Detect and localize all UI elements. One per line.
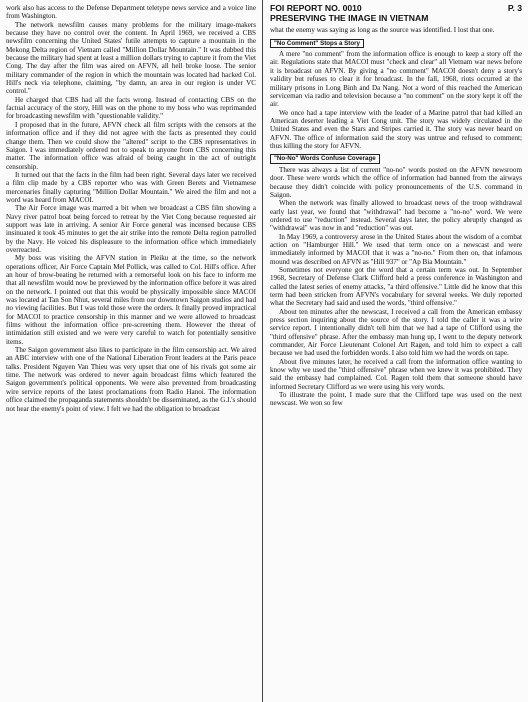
body-paragraph: We once had a tape interview with the leader of a Marine patrol that had killed an American deserter leading a Viet Cong unit. The story was widely circulated in the United States and even the Stars and Stripes carried it. The story was never heard on AFVN. The office of information said the story was untrue and refused to comment; thus killing the story for AFVN. (270, 108, 522, 150)
body-paragraph: He charged that CBS had all the facts wrong. Instead of contacting CBS on the factual accuracy of the story, Hill was on the phone to my boss who was reprimanded for broadcasting newsfilm with "questionable validity." (6, 95, 256, 121)
report-number: FOI REPORT NO. 0010 (270, 3, 362, 13)
body-paragraph: I proposed that in the future, AFVN check all film scripts with the censors at the information office and if they did not agree with the facts as presented they could change them. Then we could show the "altered" script to the CBS representatives in Saigon. I was immediately ordered not to speak to anyone from CBS concerning this matter. The information office was afraid of being caught in the act of outright censorship. (6, 120, 256, 171)
column-divider (262, 0, 263, 702)
body-paragraph: The Saigon government also likes to participate in the film censorship act. We aired an ABC interview with one of the National Liberation Front leaders at the Paris peace talks. President Nguyen Van Thieu was very upset that one of his rivals got some air time. The network was ordered to never again broadcast films which featured the Saigon government's political opponents. We were also prevented from broadcasting wire service reports of the latest proclamations from Radio Hanoi. The information office claimed the propaganda statements shouldn't be disseminated, as the G.I.'s should not hear the enemy's point of view. I felt we had the obligation to broadcast (6, 346, 256, 413)
body-paragraph: work also has access to the Defense Department teletype news service and a voice line from Washington. (6, 4, 256, 21)
body-paragraph: Sometimes not everyone got the word that a certain term was out. In September 1968, Secretary of Defense Clark Clifford held a press conference in Washington and called the latest series of enemy attacks, "a third offensive." Little did he know that this term had been stricken from AFVN's vocabulary for several weeks. We duly reported what the Secretary had said and used the words, "third offensive." (270, 265, 522, 308)
section-heading: "No-No" Words Confuse Coverage (270, 154, 380, 164)
right-column (270, 4, 522, 408)
body-paragraph: My boss was visiting the AFVN station in Pleiku at the time, so the network operations officer, Air Force Captain Mel Pollick, was called to Col. Hill's office. After an hour of brow-beating he returned with a remorseful look on his face to inform me that all newsfilm would now be previewed by the information office before it was aired on the network. I pointed out that this would be physically impossible since MACOI was located at Tan Son Nhut, several miles from our downtown Saigon studios and had no viewing facilities. But I was told those were the orders. It finally proved impractical for MACOI to practice censorship in this manner and we were allowed to broadcast films without the information office pre-screening them. However the threat of intimidation still existed and we were very careful to watch for potentially sensitive items. (6, 254, 256, 346)
report-title: PRESERVING THE IMAGE IN VIETNAM (270, 12, 429, 23)
section (270, 150, 522, 408)
report-header (270, 4, 522, 23)
section (270, 35, 522, 151)
body-paragraph: It turned out that the facts in the film had been right. Several days later we received a film clip made by a CBS reporter who was with Green Berets and Vietnamese mercenaries finally capturing "Million Dollar Mountain." We aired the film and not a word was heard from MACOI. (6, 170, 256, 204)
body-paragraph: A mere "no comment" from the information office is enough to keep a story off the air. Regulations state that MACOI must "check and clear" all Vietnam war news before it is broadcast on AFVN. By giving a "no comment" MACOI doesn't deny a story's validity but refuses to clear it for broadcast. In the fall, 1968, riots occurred at the military prisons in Long Binh and Da Nang. Not a word of this reached the American serviceman via radio and television because a "no comment" on the story kept it off the air. (270, 50, 522, 109)
section-heading: "No Comment" Stops a Story (270, 39, 364, 49)
body-paragraph: There was always a list of current "no-no" words posted on the AFVN newsroom door. These were words which the office of information had banned from the airways because they didn't coincide with policy pronouncements of the U.S. command in Saigon. (270, 165, 522, 199)
body-paragraph: To illustrate the point, I made sure that the Clifford tape was used on the next newscast. We won so few (270, 391, 522, 408)
body-paragraph: The network newsfilm causes many problems for the military image-makers because they have no control over the content. In April 1969, we received a CBS newsfilm concerning the United States' futile attempts to capture a mountain in the Mekong Delta region of Vietnam called "Million Dollar Mountain." It was dubbed this because the military had spent at least a million dollars trying to capture it from the Viet Cong. The day after the film was aired on AFVN, all hell broke loose. The senior military commander of the region in which the mountain was located had hacked Col. Hill's neck via telephone, claiming, "by damn, an area in our region is under VC control." (6, 20, 256, 96)
body-paragraph: When the network was finally allowed to broadcast news of the troop withdrawal early last year, we found that "withdrawal" had become a "no-no" word. We were ordered to use "reduction" instead. Several days later, the policy abruptly changed as "withdrawal" was now in and "reduction" was out. (270, 199, 522, 233)
body-paragraph: About ten minutes after the newscast, I received a call from the American embassy press section inquiring about the source of the story. I told the caller it was a wire service report. I intentionally didn't tell him that we had a tape of Clifford using the "third offensive" phrase. After the embassy man hung up, I went to the deputy network commander, Air Force Lieutenant Colonel Art Ragen, and told him to expect a call because we had used the forbidden words. I also told him we had the words on tape. (270, 307, 522, 358)
page-number: P. 3 (507, 3, 522, 13)
body-paragraph: The Air Force image was marred a bit when we broadcast a CBS film showing a Navy river patrol boat being forced to retreat by the Viet Cong because requested air support was late in arriving. A senior Air Force general was incensed because CBS insinuated it took 45 minutes to get the air strike into the remote Delta region patrolled by the Navy. He voiced his displeasure to the information office which immediately overreacted. (6, 204, 256, 254)
body-paragraph: what the enemy was saying as long as the source was identified. I lost that one. (270, 26, 495, 35)
body-paragraph: About five minutes later, he received a call from the information office wanting to know why we used the "third offensive" phrase when we knew it was prohibited. They said the embassy had complained. Col. Ragen told them that someone should have informed Secretary Clifford as we were using his very words. (270, 357, 522, 391)
left-column (6, 4, 256, 413)
body-paragraph: In May 1969, a controversy arose in the United States about the wisdom of a combat action on "Hamburger Hill." We used that term once on a newscast and were immediately informed by MACOI that it was a "no-no." From then on, that infamous mound was described on AFVN as "Hill 937" or "Ap Bia Mountain." (270, 232, 522, 266)
